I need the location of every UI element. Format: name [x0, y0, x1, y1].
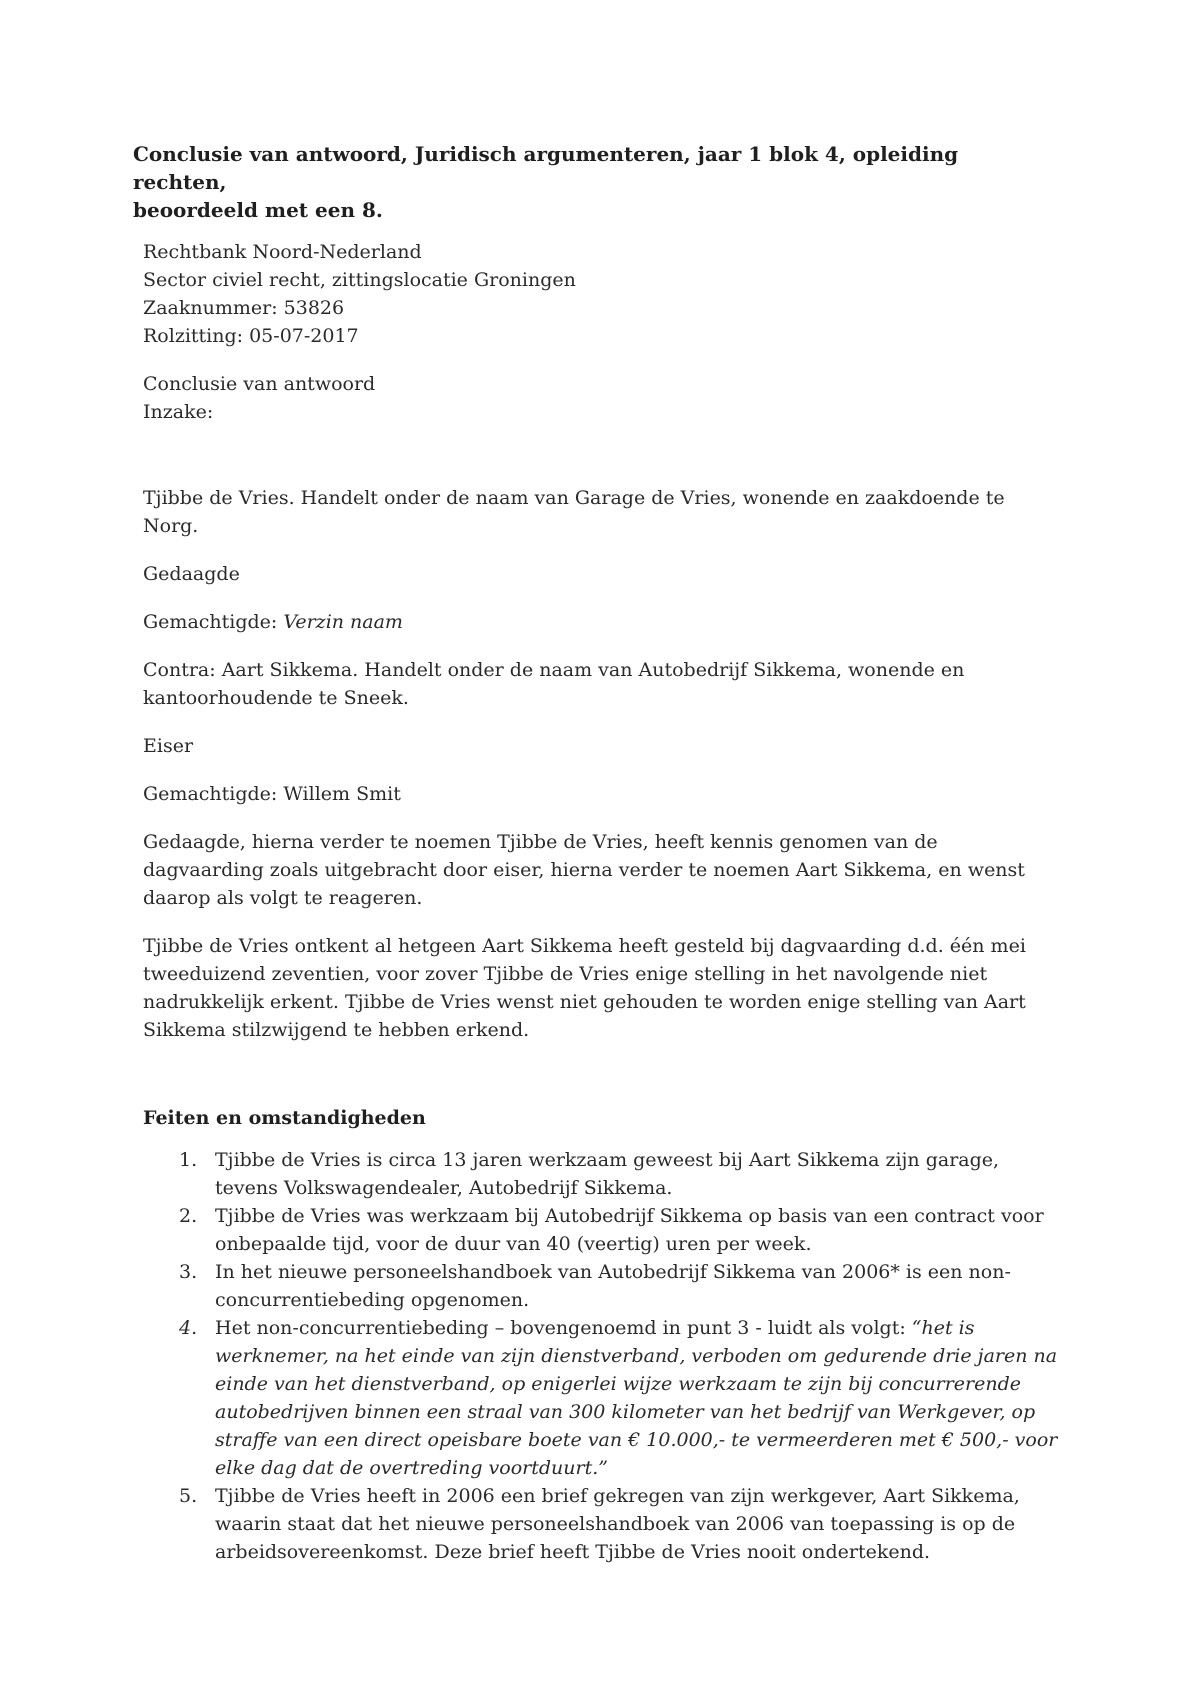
court-sector: Sector civiel recht, zittingslocatie Groningen — [143, 269, 576, 291]
case-header — [143, 238, 1083, 350]
quote-line: einde van het dienstverband, op enigerlei wijze werkzaam te zijn bij concurrerende — [215, 1373, 1022, 1395]
list-line: arbeidsovereenkomst. Deze brief heeft Tjibbe de Vries nooit ondertekend. — [215, 1541, 931, 1563]
claimant-paragraph — [143, 656, 1083, 712]
list-item — [143, 1202, 1083, 1258]
inzake-label: Inzake: — [143, 401, 214, 423]
defendant-paragraph — [143, 484, 1083, 540]
paragraph-line: tweeduizend zeventien, voor zover Tjibbe de Vries enige stelling in het navolgende niet — [143, 963, 988, 985]
list-item — [143, 1482, 1083, 1566]
document-title — [133, 140, 1033, 224]
paragraph-line: dagvaarding zoals uitgebracht door eiser, hierna verder te noemen Aart Sikkema, en wenst — [143, 859, 1025, 881]
denial-paragraph — [143, 932, 1083, 1044]
claimant-line: kantoorhoudende te Sneek. — [143, 687, 409, 709]
list-line: waarin staat dat het nieuwe personeelshandboek van 2006 van toepassing is op de — [215, 1513, 1016, 1535]
list-item — [143, 1258, 1083, 1314]
list-line — [215, 1314, 1083, 1342]
list-line: Tjibbe de Vries was werkzaam bij Autobedrijf Sikkema op basis van een contract voor — [215, 1205, 1044, 1227]
list-line: Tjibbe de Vries heeft in 2006 een brief gekregen van zijn werkgever, Aart Sikkema, — [215, 1485, 1020, 1507]
list-line: concurrentiebeding opgenomen. — [215, 1289, 530, 1311]
claimant-role: Eiser — [143, 735, 194, 757]
title-line-2: beoordeeld met een 8. — [133, 198, 383, 222]
list-number: 2. — [179, 1205, 198, 1227]
quote-lead: Het non-concurrentiebeding – bovengenoemd in punt 3 - luidt als volgt: — [215, 1317, 912, 1339]
defendant-agent-name: Verzin naam — [283, 611, 403, 633]
defendant-role: Gedaagde — [143, 563, 240, 585]
quote-line: werknemer, na het einde van zijn dienstverband, verboden om gedurende drie jaren na — [215, 1345, 1058, 1367]
list-number: 1. — [179, 1149, 198, 1171]
list-line: Tjibbe de Vries is circa 13 jaren werkzaam geweest bij Aart Sikkema zijn garage, — [215, 1149, 1000, 1171]
case-number: Zaaknummer: 53826 — [143, 297, 345, 319]
quote-line: elke dag dat de overtreding voortduurt.” — [215, 1457, 608, 1479]
defendant-agent-label: Gemachtigde: — [143, 611, 284, 633]
list-line: In het nieuwe personeelshandboek van Autobedrijf Sikkema van 2006* is een non- — [215, 1261, 1011, 1283]
intro-paragraph — [143, 828, 1083, 912]
document-body — [143, 238, 1083, 1566]
doc-type: Conclusie van antwoord — [143, 373, 376, 395]
paragraph-line: daarop als volgt te reageren. — [143, 887, 423, 909]
title-line-1: Conclusie van antwoord, Juridisch argumenteren, jaar 1 blok 4, opleiding rechten, — [133, 142, 959, 194]
defendant-agent — [143, 608, 1083, 636]
section-heading: Feiten en omstandigheden — [143, 1107, 426, 1129]
list-item — [143, 1314, 1083, 1482]
list-number: 4. — [179, 1317, 198, 1339]
claimant-line: Contra: Aart Sikkema. Handelt onder de naam van Autobedrijf Sikkema, wonende en — [143, 659, 965, 681]
quote-text: “het is — [911, 1317, 975, 1339]
court-name: Rechtbank Noord-Nederland — [143, 241, 422, 263]
list-line: tevens Volkswagendealer, Autobedrijf Sikkema. — [215, 1177, 673, 1199]
list-item — [143, 1146, 1083, 1202]
defendant-line: Tjibbe de Vries. Handelt onder de naam van Garage de Vries, wonende en zaakdoende te — [143, 487, 1005, 509]
list-line: onbepaalde tijd, voor de duur van 40 (veertig) uren per week. — [215, 1233, 812, 1255]
facts-list — [143, 1146, 1083, 1566]
quote-line: straffe van een direct opeisbare boete van € 10.000,- te vermeerderen met € 500,- voor — [215, 1429, 1058, 1451]
doc-type-block — [143, 370, 1083, 426]
roll-session: Rolzitting: 05-07-2017 — [143, 325, 359, 347]
paragraph-line: Sikkema stilzwijgend te hebben erkend. — [143, 1019, 530, 1041]
quote-line: autobedrijven binnen een straal van 300 kilometer van het bedrijf van Werkgever, op — [215, 1401, 1036, 1423]
defendant-line: Norg. — [143, 515, 199, 537]
paragraph-line: Tjibbe de Vries ontkent al hetgeen Aart Sikkema heeft gesteld bij dagvaarding d.d. één mei — [143, 935, 1026, 957]
claimant-agent: Gemachtigde: Willem Smit — [143, 783, 401, 805]
paragraph-line: nadrukkelijk erkent. Tjibbe de Vries wenst niet gehouden te worden enige stelling van Aart — [143, 991, 1026, 1013]
list-number: 5. — [179, 1485, 198, 1507]
paragraph-line: Gedaagde, hierna verder te noemen Tjibbe de Vries, heeft kennis genomen van de — [143, 831, 938, 853]
list-number: 3. — [179, 1261, 198, 1283]
